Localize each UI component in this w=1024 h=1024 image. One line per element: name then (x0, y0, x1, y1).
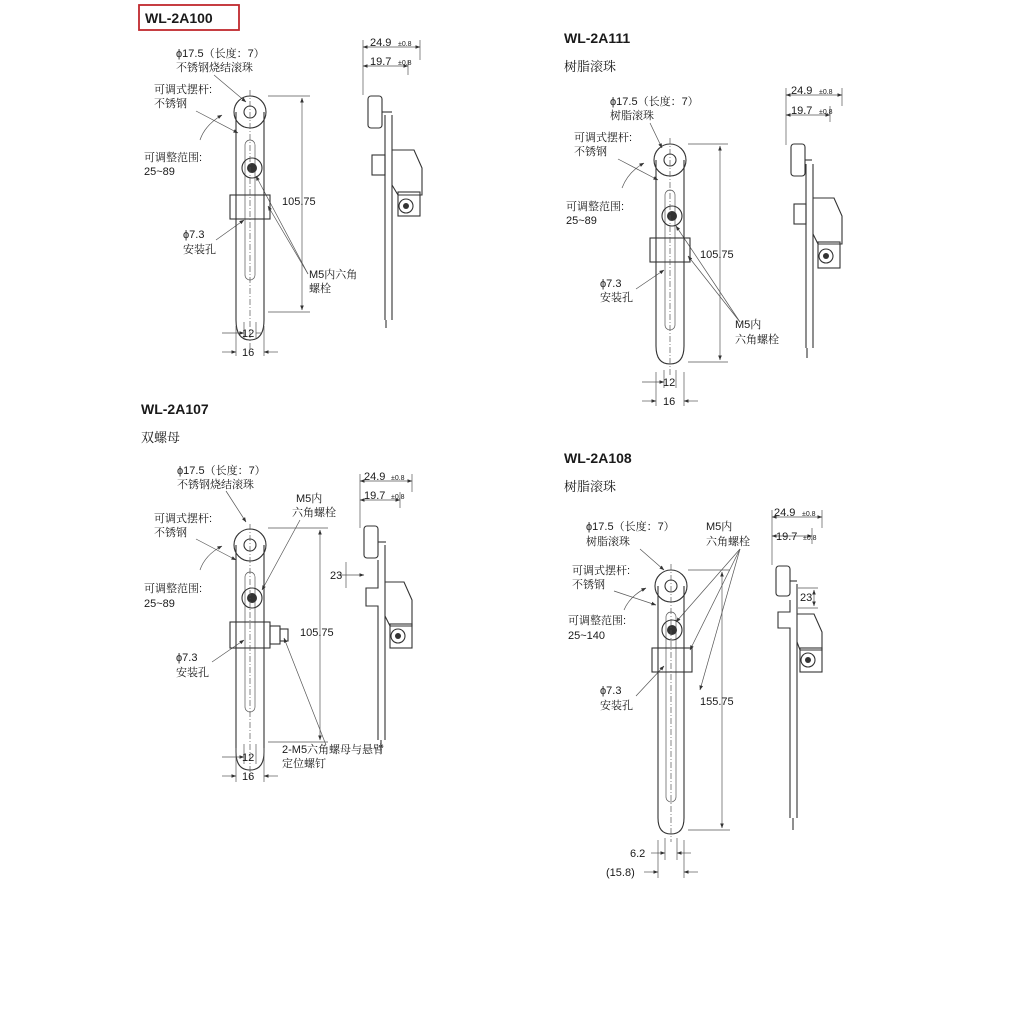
range-label: 可调整范围: (568, 615, 627, 627)
hole-size-label: ϕ7.3 (183, 229, 205, 241)
model-subtitle: 树脂滚珠 (564, 479, 617, 494)
side-outer-tolerance: ±0.8 (398, 41, 412, 48)
roller-size-label: ϕ17.5（长度：7） (176, 48, 265, 60)
bolt-label-line1: M5内 (296, 493, 323, 505)
lever-label: 可调式摆杆: (574, 132, 633, 144)
hole-size-label: ϕ7.3 (600, 685, 622, 697)
side-outer-dimension: 24.9 (364, 471, 386, 483)
model-title: WL-2A107 (141, 401, 209, 417)
roller-material-label: 不锈钢烧结滚珠 (176, 62, 253, 74)
model-title: WL-2A111 (564, 30, 631, 46)
lever-material-label: 不锈钢 (572, 579, 605, 591)
roller-size-label: ϕ17.5（长度：7） (177, 465, 266, 477)
hole-label: 安装孔 (600, 292, 633, 304)
hole-label: 安装孔 (183, 244, 216, 256)
panel-wl-2a107 (141, 401, 412, 783)
roller-size-label: ϕ17.5（长度：7） (610, 96, 699, 108)
side-offset-dimension: 23 (330, 570, 343, 582)
lever-side-view (330, 471, 412, 752)
width-inner-dimension: 12 (242, 752, 255, 764)
width-outer-dimension: 16 (242, 771, 255, 783)
bolt-label-line1: M5内 (706, 521, 733, 533)
side-inner-dimension: 19.7 (370, 56, 392, 68)
panel-wl-2a108 (564, 450, 822, 879)
lever-front-view (622, 138, 690, 376)
lever-front-view (200, 90, 270, 350)
roller-size-label: ϕ17.5（长度：7） (586, 521, 675, 533)
panel-wl-2a100 (139, 5, 422, 359)
roller-material-label: 树脂滚珠 (586, 536, 630, 548)
bolt-label-line2: 六角螺栓 (292, 507, 336, 519)
width-outer-dimension: 16 (242, 347, 255, 359)
lever-side-view (786, 85, 842, 358)
range-label: 可调整范围: (566, 201, 625, 213)
range-value: 25~89 (144, 598, 175, 610)
lever-label: 可调式摆杆: (154, 84, 213, 96)
side-inner-tolerance: ±0.8 (391, 494, 405, 501)
side-inner-dimension: 19.7 (364, 490, 386, 502)
side-outer-tolerance: ±0.8 (819, 89, 833, 96)
side-inner-dimension: 19.7 (791, 105, 813, 117)
lever-label: 可调式摆杆: (572, 565, 631, 577)
side-outer-tolerance: ±0.8 (802, 511, 816, 518)
hole-size-label: ϕ7.3 (176, 652, 198, 664)
model-title: WL-2A100 (145, 10, 213, 26)
panel-wl-2a111 (564, 30, 842, 408)
lever-label: 可调式摆杆: (154, 513, 213, 525)
model-title: WL-2A108 (564, 450, 632, 466)
range-value: 25~89 (144, 166, 175, 178)
side-outer-dimension: 24.9 (791, 85, 813, 97)
width-inner-dimension: 12 (663, 377, 676, 389)
side-outer-dimension: 24.9 (370, 37, 392, 49)
nut-label-line2: 定位螺钉 (282, 758, 326, 770)
range-label: 可调整范围: (144, 583, 203, 595)
width-inner-dimension: 12 (242, 328, 255, 340)
side-outer-tolerance: ±0.8 (391, 475, 405, 482)
side-inner-tolerance: ±0.8 (819, 109, 833, 116)
lever-material-label: 不锈钢 (574, 146, 607, 158)
side-inner-tolerance: ±0.8 (803, 535, 817, 542)
width-outer-dimension: (15.8) (606, 867, 635, 879)
bolt-label-line2: 六角螺栓 (735, 334, 779, 346)
side-offset-dimension: 23 (800, 592, 813, 604)
range-value: 25~89 (566, 215, 597, 227)
side-inner-tolerance: ±0.8 (398, 60, 412, 67)
lever-side-view (772, 507, 822, 830)
range-label: 可调整范围: (144, 152, 203, 164)
bolt-label-line2: 螺栓 (309, 283, 331, 295)
side-outer-dimension: 24.9 (774, 507, 796, 519)
model-subtitle: 树脂滚珠 (564, 59, 617, 74)
width-inner-dimension: 6.2 (630, 848, 646, 860)
length-dimension: 155.75 (700, 696, 734, 708)
lever-side-view (363, 37, 422, 328)
hole-label: 安装孔 (176, 667, 209, 679)
nut-label-line1: 2-M5六角螺母与悬臂 (282, 744, 385, 756)
model-subtitle: 双螺母 (141, 430, 181, 445)
side-inner-dimension: 19.7 (776, 531, 798, 543)
range-value: 25~140 (568, 630, 606, 642)
roller-material-label: 不锈钢烧结滚珠 (177, 479, 254, 491)
bolt-label-line2: 六角螺栓 (706, 536, 750, 548)
lever-front-view (200, 524, 288, 780)
length-dimension: 105.75 (282, 196, 316, 208)
bolt-label-line1: M5内六角 (309, 269, 358, 281)
length-dimension: 105.75 (700, 249, 734, 261)
lever-material-label: 不锈钢 (154, 98, 187, 110)
length-dimension: 105.75 (300, 627, 334, 639)
width-outer-dimension: 16 (663, 396, 676, 408)
hole-size-label: ϕ7.3 (600, 278, 622, 290)
hole-label: 安装孔 (600, 700, 633, 712)
lever-material-label: 不锈钢 (154, 527, 187, 539)
bolt-label-line1: M5内 (735, 319, 762, 331)
lever-front-view (624, 564, 692, 842)
roller-material-label: 树脂滚珠 (610, 110, 654, 122)
